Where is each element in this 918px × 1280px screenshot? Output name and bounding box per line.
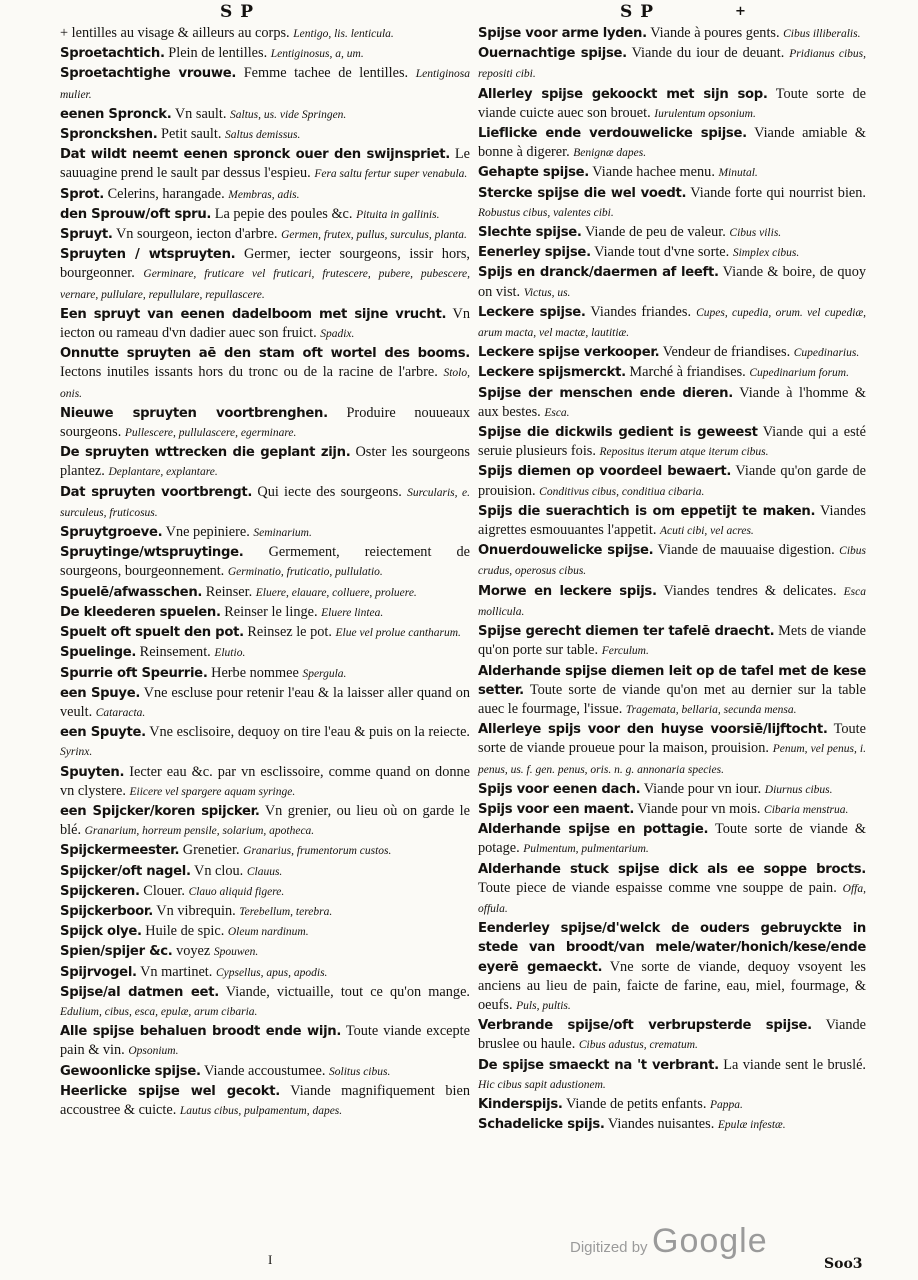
latin-gloss: Cibus vilis.	[729, 227, 782, 240]
latin-gloss: Deplantare, explantare.	[108, 466, 218, 479]
french-gloss: Qui iecte des sourgeons.	[257, 483, 402, 500]
headword: Spijck olye.	[60, 924, 142, 940]
french-gloss: Viande accoustumee.	[204, 1062, 326, 1079]
french-gloss: + lentilles au visage & ailleurs au corps.	[60, 25, 290, 41]
latin-gloss: Terebellum, terebra.	[239, 905, 333, 918]
french-gloss: Viande hachee menu.	[592, 164, 715, 181]
dictionary-entry	[478, 800, 866, 820]
dictionary-entry	[478, 163, 866, 183]
dictionary-entry	[60, 344, 470, 404]
headword: Spijckermeester.	[60, 843, 180, 859]
dictionary-entry	[478, 263, 866, 302]
french-gloss: Toute sorte de viande cuicte auec son brouet.	[478, 85, 866, 121]
headword: Heerlicke spijse wel gecokt.	[60, 1083, 280, 1099]
dictionary-entry	[478, 124, 866, 163]
latin-gloss: Victus, us.	[523, 286, 571, 299]
french-gloss: Reinser le linge.	[224, 603, 318, 620]
latin-gloss: Syrinx.	[60, 746, 93, 759]
latin-gloss: Esca mollicula.	[478, 585, 866, 618]
dictionary-entry	[478, 622, 866, 661]
french-gloss: Viande forte qui nourrist bien.	[690, 184, 866, 201]
running-head-left: S P	[220, 2, 254, 22]
latin-gloss: Iurulentum opsonium.	[654, 107, 756, 120]
digitized-by-google-watermark	[570, 1222, 768, 1261]
headword: Sprot.	[60, 186, 105, 202]
french-gloss: Toute viande excepte pain & vin.	[60, 1023, 470, 1059]
french-gloss: Vne escluse pour retenir l'eau & la laisser aller quand on veult.	[60, 684, 470, 720]
french-gloss: Viandes aigrettes esmouuantes l'appetit.	[478, 502, 866, 539]
dictionary-entry	[478, 541, 866, 581]
dictionary-entry	[478, 343, 866, 363]
headword: Leckere spijse verkooper.	[478, 345, 660, 361]
dictionary-entry	[60, 443, 470, 482]
headword: een Spijcker/koren spijcker.	[60, 803, 260, 819]
latin-gloss: Conditivus cibus, conditiua cibaria.	[539, 485, 705, 498]
headword: Spijse/al datmen eet.	[60, 984, 219, 1000]
latin-gloss: Esca.	[544, 406, 570, 419]
headword: Leckere spijse.	[478, 304, 586, 320]
headword: Onuerdouwelicke spijse.	[478, 543, 654, 559]
french-gloss: Oster les sourgeons plantez.	[60, 444, 470, 480]
dictionary-entry	[478, 720, 866, 780]
headword: Onnutte spruyten aē den stam oft wortel des booms.	[60, 346, 470, 362]
dictionary-entry	[478, 662, 866, 721]
latin-gloss: Pituita in gallinis.	[356, 208, 440, 221]
latin-gloss: Lautus cibus, pulpamentum, dapes.	[179, 1104, 343, 1117]
french-gloss: Marché à friandises.	[629, 364, 746, 381]
headword: den Sprouw/oft spru.	[60, 206, 212, 222]
dictionary-entry	[478, 860, 866, 920]
headword: Spijs voor eenen dach.	[478, 781, 641, 797]
latin-gloss: Pulmentum, pulmentarium.	[523, 843, 649, 856]
latin-gloss: Cibus illiberalis.	[783, 28, 861, 40]
dictionary-entry	[60, 963, 470, 983]
dictionary-entry	[478, 384, 866, 423]
french-gloss: Vn martinet.	[140, 963, 213, 980]
footer-mark: I	[268, 1252, 273, 1267]
latin-gloss: Opsonium.	[128, 1045, 179, 1058]
french-gloss: Viande amiable & bonne à digerer.	[478, 125, 866, 161]
latin-gloss: Cypsellus, apus, apodis.	[215, 966, 328, 979]
dictionary-entry	[478, 582, 866, 622]
headword: een Spuyte.	[60, 725, 146, 741]
headword: Spijcker/oft nagel.	[60, 863, 191, 879]
headword: De spijse smaeckt na 't verbrant.	[478, 1057, 719, 1073]
french-gloss: Clouer.	[143, 882, 185, 899]
dictionary-entry	[60, 44, 470, 64]
latin-gloss: Hic cibus sapit adustionem.	[478, 1078, 606, 1091]
dictionary-entry	[478, 223, 866, 243]
running-head-right: S P	[620, 2, 654, 22]
dictionary-entry	[478, 1095, 866, 1115]
right-column	[478, 24, 866, 1135]
headword: De spruyten wttrecken die geplant zijn.	[60, 445, 351, 461]
headword: Spijs voor een maent.	[478, 801, 635, 817]
latin-gloss: Cataracta.	[95, 706, 146, 719]
french-gloss: Iectons inutiles issants hors du tronc ou de la racine de l'arbre.	[60, 364, 438, 381]
dictionary-entry	[478, 1115, 866, 1135]
french-gloss: Vendeur de friandises.	[662, 344, 791, 361]
french-gloss: Viande pour vn iour.	[643, 780, 762, 797]
french-gloss: La pepie des poules &c.	[214, 205, 353, 222]
latin-gloss: Cibus crudus, operosus cibus.	[478, 545, 866, 578]
latin-gloss: Clauo aliquid figere.	[188, 885, 285, 898]
dictionary-entry	[478, 462, 866, 501]
latin-gloss: Membras, adis.	[228, 188, 300, 201]
headword: Allerleye spijs voor den huyse voorsiē/lijftocht.	[478, 722, 828, 738]
french-gloss: Viande de peu de valeur.	[584, 224, 726, 241]
headword: Allerley spijse gekoockt met sijn sop.	[478, 86, 768, 102]
french-gloss: Viande, victuaille, tout ce qu'on mange.	[225, 983, 470, 1000]
headword: De kleederen spuelen.	[60, 604, 221, 620]
french-gloss: Reinser.	[205, 583, 253, 600]
french-gloss: Reinsement.	[139, 644, 211, 661]
headword: Alderhande spijse en pottagie.	[478, 822, 709, 838]
dictionary-entry	[60, 1082, 470, 1121]
dictionary-entry	[60, 763, 470, 802]
headword: Slechte spijse.	[478, 225, 582, 241]
latin-gloss: Minutal.	[718, 167, 758, 180]
dictionary-entry	[478, 184, 866, 223]
french-gloss: Vn sault.	[174, 105, 227, 122]
french-gloss: Plein de lentilles.	[168, 45, 268, 62]
latin-gloss: Eiicere vel spargere aquam syringe.	[129, 785, 296, 798]
dictionary-entry	[478, 1016, 866, 1055]
latin-gloss: Stolo, onis.	[60, 367, 470, 400]
french-gloss: Viandes tendres & delicates.	[663, 582, 837, 599]
french-gloss: Viande tout d'vne sorte.	[594, 244, 730, 261]
dictionary-entry	[478, 919, 866, 1016]
latin-gloss: Germinare, fruticare vel fruticari, frutescere, pubere, pubescere, vernare, pullulare, repullulare, repullascere.	[60, 268, 470, 301]
headword: Lieflicke ende verdouwelicke spijse.	[478, 126, 747, 142]
french-gloss: Reinsez le pot.	[247, 624, 332, 641]
french-gloss: Viande à poures gents.	[650, 25, 780, 41]
dictionary-entry	[60, 902, 470, 922]
french-gloss: Huile de spic.	[145, 923, 225, 940]
french-gloss: Toute sorte de viande qu'on met au dernier sur la table auec le fourmage, l'issue.	[478, 681, 866, 717]
headword: Eenderley spijse/d'welck de ouders gebruyckte in stede van broodt/van mele/water/honich/kese/ende eyerē gemaeckt.	[478, 921, 866, 975]
french-gloss: Viande qu'on garde de prouision.	[478, 463, 866, 499]
headword: Spien/spijer &c.	[60, 944, 173, 960]
latin-gloss: Simplex cibus.	[732, 247, 800, 260]
headword: Gewoonlicke spijse.	[60, 1063, 201, 1079]
latin-gloss: Seminarium.	[253, 527, 312, 540]
headword: Eenerley spijse.	[478, 245, 591, 261]
headword: Verbrande spijse/oft verbrupsterde spijse.	[478, 1018, 812, 1034]
headword: Spijse voor arme lyden.	[478, 26, 647, 41]
french-gloss: Femme tachee de lentilles.	[243, 65, 409, 82]
google-logo: Google	[652, 1222, 768, 1260]
latin-gloss: Granarium, horreum pensile, solarium, apotheca.	[84, 825, 315, 838]
latin-gloss: Spouwen.	[213, 946, 259, 959]
dictionary-entry	[60, 245, 470, 305]
french-gloss: voyez	[176, 943, 211, 960]
headword: Spuelt oft spuelt den pot.	[60, 625, 244, 641]
latin-gloss: Eluere, elauare, colluere, proluere.	[255, 586, 417, 599]
latin-gloss: Acuti cibi, vel acres.	[660, 525, 754, 538]
french-gloss: Viande bruslee ou haule.	[478, 1017, 866, 1053]
headword: Spijs diemen op voordeel bewaert.	[478, 464, 732, 480]
dictionary-entry	[60, 603, 470, 623]
latin-gloss: Fera saltu fertur super venabula.	[314, 168, 468, 181]
dictionary-entry	[60, 24, 470, 44]
dictionary-entry	[60, 862, 470, 882]
dictionary-entry	[60, 404, 470, 443]
latin-gloss: Cupedinarius.	[793, 347, 860, 360]
latin-gloss: Benignæ dapes.	[573, 147, 647, 160]
latin-gloss: Pridianus cibus, repositi cibi.	[478, 48, 867, 81]
headword: eenen Spronck.	[60, 106, 172, 122]
dictionary-entry	[60, 145, 470, 184]
french-gloss: Vne pepiniere.	[165, 524, 250, 541]
latin-gloss: Diurnus cibus.	[764, 783, 833, 796]
dictionary-entry	[60, 643, 470, 663]
latin-gloss: Pullescere, pullulascere, egerminare.	[124, 427, 297, 440]
latin-gloss: Spadix.	[320, 328, 355, 341]
french-gloss: Celerins, harangade.	[107, 185, 225, 202]
latin-gloss: Saltus demissus.	[225, 129, 301, 142]
dictionary-entry	[60, 1022, 470, 1061]
latin-gloss: Lentigo, lis. lenticula.	[293, 28, 394, 40]
french-gloss: Vn vibrequin.	[156, 902, 236, 919]
headword: Nieuwe spruyten voortbrenghen.	[60, 405, 328, 421]
french-gloss: Viande & boire, de quoy on vist.	[478, 264, 866, 300]
latin-gloss: Germinatio, fruticatio, pullulatio.	[227, 566, 383, 579]
dictionary-entry	[478, 502, 866, 541]
dictionary-entry	[60, 841, 470, 861]
latin-gloss: Surcularis, e. surculeus, fruticosus.	[60, 486, 471, 519]
headword: Ouernachtige spijse.	[478, 46, 627, 62]
french-gloss: Vn grenier, ou lieu où on garde le blé.	[60, 802, 470, 839]
dictionary-entry	[60, 942, 470, 962]
dictionary-entry	[60, 623, 470, 643]
dictionary-entry	[60, 1062, 470, 1082]
headword: Kinderspijs.	[478, 1096, 563, 1112]
french-gloss: Germer, iecter sourgeons, issir hors, bourgeonner.	[60, 246, 470, 282]
latin-gloss: Granarius, frumentorum custos.	[243, 845, 392, 858]
headword: Gehapte spijse.	[478, 165, 589, 181]
digitized-by-label: Digitized by	[570, 1239, 648, 1256]
headword: Leckere spijsmerckt.	[478, 365, 626, 381]
french-gloss: La viande sent le bruslé.	[723, 1056, 866, 1073]
headword: Spijse der menschen ende dieren.	[478, 385, 733, 401]
french-gloss: Viande magnifiquement bien accoustree & cuicte.	[60, 1082, 471, 1118]
dictionary-entry	[478, 243, 866, 263]
dictionary-entry	[60, 225, 470, 245]
dictionary-entry	[478, 363, 866, 383]
french-gloss: Vn iecton ou rameau d'vn dadier auec son fruict.	[60, 305, 470, 342]
latin-gloss: Cibus adustus, crematum.	[578, 1039, 698, 1052]
headword: Spuelē/afwasschen.	[60, 584, 203, 600]
latin-gloss: Saltus, us. vide Springen.	[230, 108, 347, 121]
dictionary-entry	[478, 780, 866, 800]
headword: Alle spijse behaluen broodt ende wijn.	[60, 1024, 342, 1040]
headword: Spruytgroeve.	[60, 525, 163, 541]
french-gloss: Iecter eau &c. par vn esclissoire, comme quand on donne vn clystere.	[60, 763, 470, 799]
french-gloss: Viande du iour de deuant.	[631, 45, 785, 62]
french-gloss: Toute sorte de viande proueue pour la maison, prouision.	[478, 721, 866, 757]
latin-gloss: Germen, frutex, pullus, surculus, planta.	[281, 229, 467, 242]
dictionary-entry	[60, 983, 470, 1022]
dictionary-entry	[60, 125, 470, 145]
headword: Spijs en dranck/daermen af leeft.	[478, 265, 719, 281]
french-gloss: Toute sorte de viande & potage.	[478, 821, 866, 857]
latin-gloss: Cupes, cupedia, orum. vel cupediæ, arum macta, vel mactæ, lautitiæ.	[478, 306, 866, 340]
headword: Spuyten.	[60, 764, 125, 780]
latin-gloss: Lentiginosa mulier.	[60, 68, 471, 101]
latin-gloss: Lentiginosus, a, um.	[270, 48, 364, 61]
french-gloss: Viande pour vn mois.	[637, 800, 761, 817]
latin-gloss: Robustus cibus, valentes cibi.	[478, 206, 614, 219]
french-gloss: Viande à l'homme & aux bestes.	[478, 384, 867, 420]
headword: Dat spruyten voortbrengt.	[60, 484, 253, 500]
dictionary-entry	[60, 523, 470, 543]
latin-gloss: Pappa.	[710, 1098, 743, 1111]
french-gloss: Vn sourgeon, iecton d'arbre.	[115, 226, 278, 243]
header-mark: +	[735, 4, 747, 19]
headword: Schadelicke spijs.	[478, 1117, 605, 1133]
latin-gloss: Solitus cibus.	[329, 1065, 391, 1078]
headword: Stercke spijse die wel voedt.	[478, 185, 687, 201]
dictionary-entry	[60, 483, 470, 523]
dictionary-entry	[60, 723, 470, 762]
dictionary-entry	[478, 303, 866, 343]
left-column	[60, 24, 470, 1121]
headword: Sproetachtich.	[60, 46, 165, 62]
latin-gloss: Clauus.	[246, 865, 283, 878]
french-gloss: Herbe nommee	[211, 664, 299, 681]
latin-gloss: Penum, vel penus, i. penus, us. f. gen. penus, oris. n. g. annonaria species.	[478, 743, 866, 776]
french-gloss: Viandes friandes.	[590, 303, 692, 320]
headword: Spruyten / wtspruyten.	[60, 247, 236, 263]
latin-gloss: Cibaria menstrua.	[764, 803, 849, 816]
dictionary-entry	[478, 24, 866, 44]
latin-gloss: Spergula.	[302, 667, 347, 680]
headword: Spijse die dickwils gedient is geweest	[478, 425, 758, 441]
headword: Spijs die suerachtich is om eppetijt te maken.	[478, 503, 816, 519]
dictionary-entry	[60, 305, 470, 344]
headword: Spruytinge/wtspruytinge.	[60, 545, 244, 561]
headword: Spuelinge.	[60, 645, 137, 661]
latin-gloss: Epulæ infestæ.	[717, 1119, 786, 1132]
headword: Alderhande spijse diemen leit op de tafel met de kese setter.	[478, 663, 866, 698]
dictionary-entry	[478, 820, 866, 859]
headword: Spurrie oft Speurrie.	[60, 665, 208, 681]
french-gloss: Vne esclisoire, dequoy on tire l'eau & puis on la reiecte.	[149, 724, 470, 741]
dictionary-entry	[60, 105, 470, 125]
dictionary-entry	[60, 185, 470, 205]
dictionary-entry	[478, 44, 866, 84]
headword: Sproetachtighe vrouwe.	[60, 66, 237, 82]
dictionary-entry	[60, 205, 470, 225]
dictionary-entry	[60, 664, 470, 684]
dictionary-entry	[60, 802, 470, 841]
latin-gloss: Oleum nardinum.	[227, 926, 309, 939]
latin-gloss: Elutio.	[214, 647, 246, 660]
french-gloss: Le sauuagine prend le sault par dessus l'espieu.	[60, 146, 470, 182]
french-gloss: Vne sorte de viande, dequoy vsoyent les anciens au lieu de pain, faicte de farine, eau, miel, fourmage, & oeufs.	[478, 958, 866, 1013]
dictionary-entry	[60, 882, 470, 902]
french-gloss: Viande de mauuaise digestion.	[657, 542, 835, 559]
headword: Morwe en leckere spijs.	[478, 583, 657, 599]
french-gloss: Toute piece de viande espaisse comme vne souppe de pain.	[478, 879, 837, 896]
french-gloss: Viandes nuisantes.	[607, 1116, 715, 1133]
signature-mark: Soo3	[824, 1256, 863, 1272]
headword: Dat wildt neemt eenen spronck ouer den swijnspriet.	[60, 147, 450, 163]
french-gloss: Viande qui a esté seruie plusieurs fois.	[478, 424, 866, 460]
latin-gloss: Offa, offula.	[478, 882, 866, 915]
french-gloss: Mets de viande qu'on porte sur table.	[478, 623, 866, 659]
latin-gloss: Repositus iterum atque iterum cibus.	[599, 446, 769, 459]
headword: een Spuye.	[60, 685, 141, 701]
dictionary-entry	[478, 423, 866, 462]
dictionary-entry	[478, 1056, 866, 1095]
headword: Spijckeren.	[60, 883, 140, 899]
latin-gloss: Elue vel prolue cantharum.	[335, 627, 461, 640]
latin-gloss: Cupedinarium forum.	[749, 367, 849, 380]
dictionary-entry	[60, 543, 470, 582]
french-gloss: Vn clou.	[194, 862, 244, 879]
headword: Alderhande stuck spijse dick als ee soppe brocts.	[478, 861, 866, 877]
latin-gloss: Eluere lintea.	[321, 606, 384, 619]
french-gloss: Petit sault.	[161, 126, 222, 143]
french-gloss: Germement, reiectement de sourgeons, bourgeonnement.	[60, 544, 470, 580]
headword: Spijrvogel.	[60, 964, 137, 980]
french-gloss: Viande de petits enfants.	[565, 1095, 707, 1112]
headword: Een spruyt van eenen dadelboom met sijne vrucht.	[60, 306, 447, 322]
running-header	[0, 2, 918, 24]
dictionary-entry	[60, 684, 470, 723]
headword: Spijse gerecht diemen ter tafelē draecht.	[478, 624, 775, 640]
dictionary-entry	[60, 583, 470, 603]
dictionary-entry	[60, 64, 470, 104]
latin-gloss: Tragemata, bellaria, secunda mensa.	[625, 703, 797, 716]
dictionary-entry	[60, 922, 470, 942]
latin-gloss: Puls, pultis.	[516, 999, 571, 1012]
headword: Spijckerboor.	[60, 903, 153, 919]
french-gloss: Produire nouueaux sourgeons.	[60, 404, 470, 441]
latin-gloss: Edulium, cibus, esca, epulæ, arum cibaria.	[60, 1005, 258, 1018]
latin-gloss: Ferculum.	[601, 645, 649, 658]
dictionary-entry	[478, 85, 866, 124]
french-gloss: Grenetier.	[182, 842, 240, 859]
headword: Spruyt.	[60, 227, 113, 243]
headword: Spronckshen.	[60, 127, 158, 143]
